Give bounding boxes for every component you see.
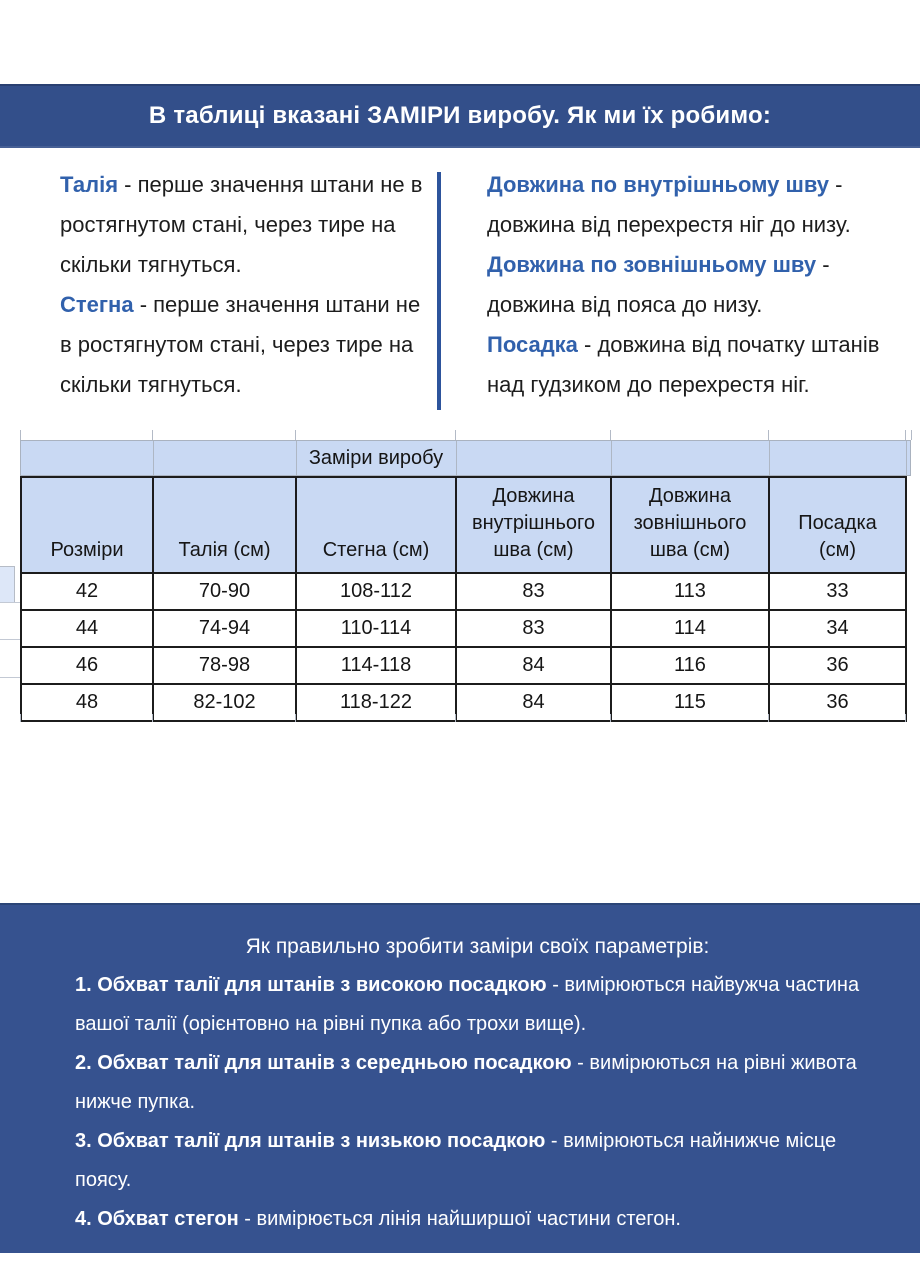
table-cell: 114 [611, 610, 769, 647]
instructions-panel [0, 903, 920, 1253]
table-cell: 84 [456, 684, 611, 721]
gridline-tick [905, 430, 906, 440]
gridline-tick [768, 714, 769, 722]
table-cell: 108-112 [296, 573, 456, 610]
instruction-item [75, 966, 880, 1044]
table-cell: 36 [769, 684, 906, 721]
table-cell: 34 [769, 610, 906, 647]
table-cell: 48 [21, 684, 153, 721]
table-cell: 110-114 [296, 610, 456, 647]
table-header-row [21, 477, 906, 573]
gridline-tick [295, 430, 296, 440]
table-cell: 83 [456, 610, 611, 647]
definition-term: Довжина по внутрішньому шву [487, 172, 830, 197]
table-cell: 114-118 [296, 647, 456, 684]
instruction-term: 1. Обхват талії для штанів з високою посадкою [75, 974, 547, 996]
instruction-text: - вимірюються на рівні живота нижче пупка. [75, 1052, 857, 1113]
table-cell: 46 [21, 647, 153, 684]
gridline-tick [20, 430, 21, 440]
instruction-text: - вимірюються найвужча частина вашої талії (орієнтовно на рівні пупка або трохи вище). [75, 974, 860, 1035]
definitions-section [0, 165, 920, 415]
table-cell: 84 [456, 647, 611, 684]
table-cell: 33 [769, 573, 906, 610]
gridline-tick [20, 714, 21, 722]
definition-item [487, 165, 891, 245]
instruction-term: 2. Обхват талії для штанів з середньою посадкою [75, 1052, 572, 1074]
table-title-row [20, 440, 911, 476]
instructions-heading: Як правильно зробити заміри своїх параметрів: [245, 935, 710, 958]
gridline-tick [610, 430, 611, 440]
table-cell: 74-94 [153, 610, 296, 647]
table-cell: 115 [611, 684, 769, 721]
excel-row-stub [0, 566, 15, 603]
gridline-tick [905, 714, 906, 722]
column-header: Посадка (см) [769, 477, 906, 573]
column-header: Довжина внутрішнього шва (см) [456, 477, 611, 573]
gridline-tick [0, 677, 20, 678]
table-cell: 113 [611, 573, 769, 610]
table-cell: 70-90 [153, 573, 296, 610]
definition-term: Довжина по зовнішньому шву [487, 252, 817, 277]
column-divider [437, 172, 441, 410]
gridline-segment [153, 441, 154, 475]
column-header: Стегна (см) [296, 477, 456, 573]
definition-text: - довжина від початку штанів над гудзиком до перехрестя ніг. [487, 332, 880, 397]
gridline-segment [456, 441, 457, 475]
definition-item [60, 285, 428, 405]
definition-text: - довжина від пояса до низу. [487, 252, 830, 317]
top-banner [0, 84, 920, 148]
table-cell: 42 [21, 573, 153, 610]
gridline-tick [911, 430, 912, 440]
gridline-tick [455, 714, 456, 722]
table-cell: 83 [456, 573, 611, 610]
table-cell: 82-102 [153, 684, 296, 721]
definition-item [60, 165, 428, 285]
instruction-item [75, 1122, 880, 1200]
gridline-segment [769, 441, 770, 475]
gridline-tick [610, 714, 611, 722]
instruction-text: - вимірюється лінія найширшої частини стегон. [238, 1208, 681, 1230]
column-header: Довжина зовнішнього шва (см) [611, 477, 769, 573]
definition-item [487, 245, 891, 325]
gridline-tick [0, 602, 20, 603]
gridline-tick [152, 714, 153, 722]
definition-text: - довжина від перехрестя ніг до низу. [487, 172, 851, 237]
table-title: Заміри виробу [308, 447, 444, 469]
definition-text: - перше значення штани не в ростягнутом стані, через тире на скільки тягнуться. [60, 292, 421, 397]
table-row [21, 684, 906, 721]
table-cell: 36 [769, 647, 906, 684]
table-cell: 116 [611, 647, 769, 684]
table-row [21, 610, 906, 647]
column-header: Талія (см) [153, 477, 296, 573]
table-cell: 44 [21, 610, 153, 647]
definition-term: Талія [60, 172, 119, 197]
definition-term: Посадка [487, 332, 578, 357]
gridline-segment [611, 441, 612, 475]
instruction-item [75, 1200, 880, 1239]
gridline-segment [906, 441, 907, 475]
gridline-tick [152, 430, 153, 440]
table-cell: 118-122 [296, 684, 456, 721]
definition-text: - перше значення штани не в ростягнутом стані, через тире на скільки тягнуться. [60, 172, 423, 277]
definition-item [487, 325, 891, 405]
gridline-tick [768, 430, 769, 440]
definitions-left-column [60, 165, 428, 405]
instruction-term: 4. Обхват стегон [75, 1208, 239, 1230]
definition-term: Стегна [60, 292, 134, 317]
instruction-text: - вимірюються найнижче місце поясу. [75, 1130, 837, 1191]
table-row [21, 573, 906, 610]
instruction-term: 3. Обхват талії для штанів з низькою посадкою [75, 1130, 546, 1152]
table-row [21, 647, 906, 684]
size-table [20, 476, 907, 722]
column-header: Розміри [21, 477, 153, 573]
gridline-tick [0, 639, 20, 640]
gridline-tick [295, 714, 296, 722]
gridline-tick [455, 430, 456, 440]
table-cell: 78-98 [153, 647, 296, 684]
banner-title: В таблиці вказані ЗАМІРИ виробу. Як ми їх робимо: [148, 102, 772, 129]
instruction-item [75, 1044, 880, 1122]
definitions-right-column [487, 165, 891, 405]
